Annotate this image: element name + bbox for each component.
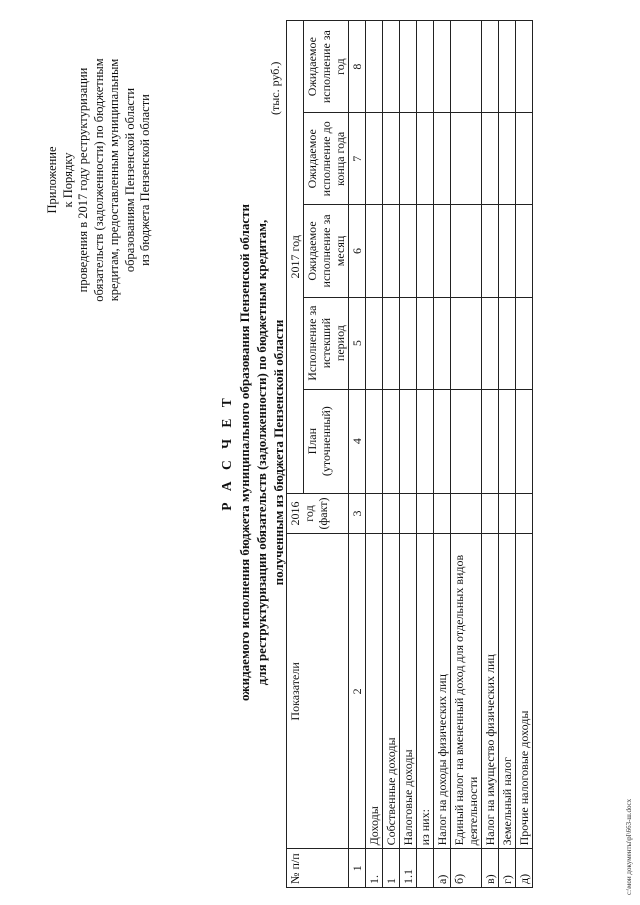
appendix-line: проведения в 2017 году реструктуризации — [76, 67, 90, 293]
value-cell — [516, 205, 533, 297]
row-number: 1 — [383, 849, 400, 888]
value-cell — [434, 205, 451, 297]
row-number: 1.1 — [400, 849, 417, 888]
table-row — [434, 21, 451, 888]
row-number — [417, 849, 434, 888]
table-row — [383, 21, 400, 888]
value-cell — [383, 205, 400, 297]
header-no: № п/п — [287, 849, 349, 888]
value-cell — [434, 297, 451, 389]
appendix-line: обязательств (задолженности) по бюджетным — [91, 58, 106, 302]
header-exec-period: Исполнение за истекший период — [304, 297, 349, 389]
value-cell — [499, 389, 516, 493]
title-line: для реструктуризации обязательств (задолженности) по бюджетным кредитам, — [254, 219, 269, 686]
value-cell — [434, 389, 451, 493]
value-cell — [434, 21, 451, 113]
document-title — [218, 0, 287, 905]
value-cell — [417, 389, 434, 493]
appendix-line: из бюджета Пензенской области — [138, 94, 152, 266]
value-cell — [451, 205, 482, 297]
value-cell — [400, 113, 417, 205]
value-cell — [516, 297, 533, 389]
value-cell — [482, 389, 499, 493]
value-cell — [366, 21, 383, 113]
value-cell — [417, 21, 434, 113]
row-number: г) — [499, 849, 516, 888]
value-cell — [451, 297, 482, 389]
appendix-line: образованиям Пензенской области — [122, 87, 137, 273]
value-cell — [400, 297, 417, 389]
appendix-line: Приложение — [45, 146, 59, 214]
value-cell — [516, 113, 533, 205]
value-cell — [499, 21, 516, 113]
value-cell — [400, 205, 417, 297]
title-line: ожидаемого исполнения бюджета муниципального образования Пензенской области — [237, 204, 252, 701]
value-cell — [451, 389, 482, 493]
row-indicator: Земельный налог — [499, 534, 516, 849]
table-row — [451, 21, 482, 888]
value-cell — [400, 21, 417, 113]
value-cell — [516, 21, 533, 113]
row-indicator: Прочие налоговые доходы — [516, 534, 533, 849]
row-number: б) — [451, 849, 482, 888]
column-number: 4 — [349, 389, 366, 493]
appendix-line: кредитам, предоставленным муниципальным — [107, 58, 121, 302]
file-path-footer: c:\мои документы\pl\663-ш.docx — [625, 798, 633, 895]
column-number-row — [349, 21, 366, 888]
header-plan: План (уточненный) — [304, 389, 349, 493]
table-row — [417, 21, 434, 888]
value-cell — [482, 113, 499, 205]
row-indicator: Доходы — [366, 534, 383, 849]
value-cell — [383, 21, 400, 113]
value-cell — [400, 389, 417, 493]
row-number: 1. — [366, 849, 383, 888]
header-year-2017: 2017 год — [287, 21, 304, 494]
column-number: 5 — [349, 297, 366, 389]
value-cell — [434, 493, 451, 534]
header-exp-month: Ожидаемое исполнение за месяц — [304, 205, 349, 297]
row-indicator: Собственные доходы — [383, 534, 400, 849]
value-cell — [383, 389, 400, 493]
appendix-line: к Порядку — [60, 152, 75, 208]
value-cell — [516, 389, 533, 493]
value-cell — [516, 493, 533, 534]
header-name: Показатели — [287, 534, 349, 849]
value-cell — [383, 297, 400, 389]
calculation-table — [286, 20, 533, 888]
value-cell — [417, 113, 434, 205]
value-cell — [482, 21, 499, 113]
column-number: 3 — [349, 493, 366, 534]
table-row — [516, 21, 533, 888]
value-cell — [366, 205, 383, 297]
column-number: 7 — [349, 113, 366, 205]
value-cell — [417, 205, 434, 297]
title-line: полученным из бюджета Пензенской области — [271, 319, 286, 586]
value-cell — [366, 113, 383, 205]
value-cell — [482, 205, 499, 297]
column-number: 6 — [349, 205, 366, 297]
value-cell — [482, 297, 499, 389]
table-row — [482, 21, 499, 888]
row-number: в) — [482, 849, 499, 888]
value-cell — [499, 493, 516, 534]
value-cell — [499, 205, 516, 297]
value-cell — [451, 21, 482, 113]
table-row — [499, 21, 516, 888]
header-exp-year: Ожидаемое исполнение за год — [304, 21, 349, 113]
value-cell — [482, 493, 499, 534]
column-number: 1 — [349, 849, 366, 888]
table-row — [366, 21, 383, 888]
column-number: 2 — [349, 534, 366, 849]
appendix-block — [45, 30, 154, 330]
value-cell — [434, 113, 451, 205]
value-cell — [451, 493, 482, 534]
table-row — [400, 21, 417, 888]
row-indicator: Налог на доходы физических лиц — [434, 534, 451, 849]
value-cell — [366, 389, 383, 493]
row-indicator: Налог на имущество физических лиц — [482, 534, 499, 849]
header-fact-2016: 2016 год (факт) — [287, 493, 349, 534]
title-heading: Р А С Ч Е Т — [219, 394, 234, 511]
row-number: а) — [434, 849, 451, 888]
value-cell — [366, 297, 383, 389]
value-cell — [499, 113, 516, 205]
units-label: (тыс. руб.) — [268, 61, 282, 115]
value-cell — [417, 493, 434, 534]
row-indicator: Налоговые доходы — [400, 534, 417, 849]
row-number: д) — [516, 849, 533, 888]
row-indicator: Единый налог на вмененный доход для отдельных видов деятельности — [451, 534, 482, 849]
value-cell — [499, 297, 516, 389]
value-cell — [417, 297, 434, 389]
value-cell — [366, 493, 383, 534]
column-number: 8 — [349, 21, 366, 113]
value-cell — [451, 113, 482, 205]
value-cell — [383, 113, 400, 205]
row-indicator: из них: — [417, 534, 434, 849]
header-exp-to-end: Ожидаемое исполнение до конца года — [304, 113, 349, 205]
value-cell — [400, 493, 417, 534]
value-cell — [383, 493, 400, 534]
